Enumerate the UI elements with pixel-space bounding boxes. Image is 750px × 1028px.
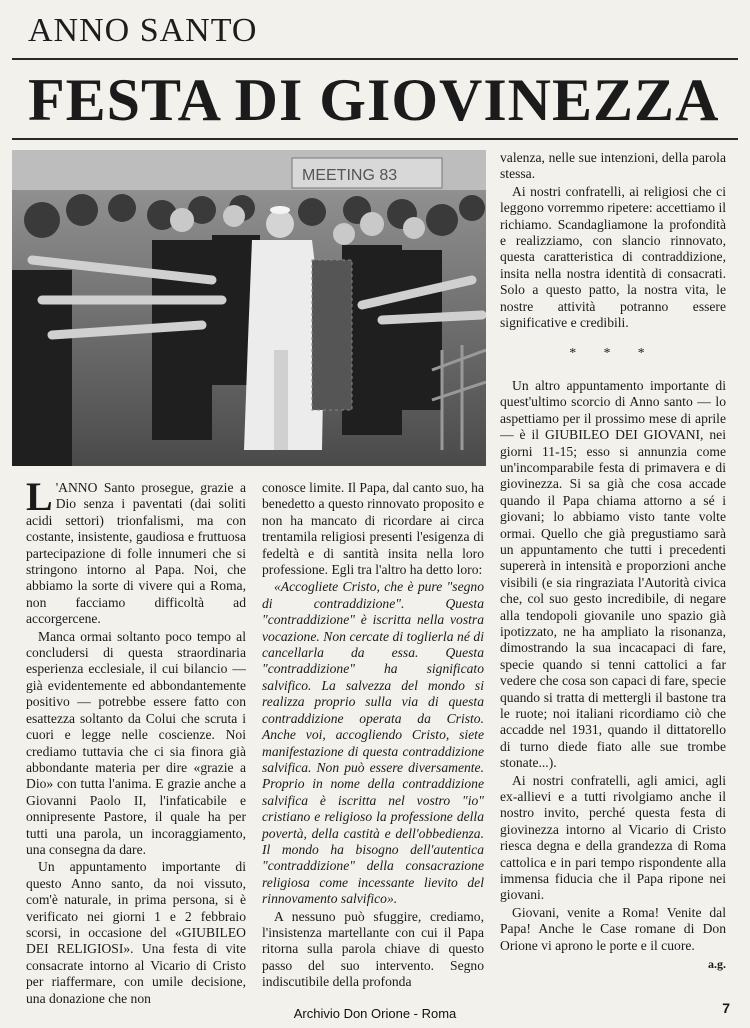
paragraph: Giovani, venite a Roma! Venite dal Papa! Anche le Case romane di Don Orione vi aprono le porte e il cuore. — [500, 904, 726, 953]
paragraph: Manca ormai soltanto poco tempo al concludersi di questa straordinaria esperienza ecclesiale, il cui bilancio — già evidentemente ed abbondantemente positivo — potrebbe essere fatto con esattezza soltanto da Colui che scruta i cuori e legge nelle coscienze. Noi crediamo tuttavia che ci sia finora già abbondante materia per dire «grazie a Dio» con tutta l'anima. E grazie anche a Giovanni Paolo II, l'infaticabile e onnipresente Pastore, il quale ha per tutti una parola, un incoraggiamento, una consegna da dare. — [26, 628, 246, 857]
paragraph: Ai nostri confratelli, ai religiosi che ci leggono vorremmo ripetere: accettiamo il richiamo. Scandagliamone la profondità e realizziamo, con slancio rinnovato, questa caratteristica di contraddizione, insita nella nostra identità di consacrati. Solo a questo patto, la nostra vita, le nostre attività potranno essere significative e credibili. — [500, 183, 726, 331]
article-column-2 — [262, 480, 484, 991]
archive-footer: Archivio Don Orione - Roma — [293, 1006, 457, 1021]
paragraph: Un appuntamento importante di questo Anno santo, da noi vissuto, com'è naturale, in prima persona, si è verificato nei giorni 1 e 2 febbraio scorsi, in occasione del «GIUBILEO DEI RELIGIOSI». Una festa di vite consacrate intorno al Vicario di Cristo per riaffermare, con umile decisione, una donazione che non — [26, 859, 246, 1006]
title-rule — [12, 138, 738, 140]
author-signature: a.g. — [708, 957, 726, 972]
paragraph: conosce limite. Il Papa, dal canto suo, ha benedetto a questo rinnovato proposito e non ha mancato di ricordare ai circa trentamila religiosi presenti l'esigenza di fedeltà e di santità insita nella loro professione. Egli tra l'altro ha detto loro: — [262, 480, 484, 578]
crowd-photo — [12, 150, 486, 466]
page-number: 7 — [722, 1000, 730, 1016]
article-column-3 — [500, 150, 726, 973]
article-column-1 — [26, 474, 246, 1007]
paragraph: Ai nostri confratelli, agli amici, agli ex-allievi e a tutti rivolgiamo anche il nostro invito, perché questa festa di giovinezza intorno al Vicario di Cristo riesca degna e della grandezza di Roma cattolica e in pari tempo rispondente alla immensa fiducia che il Papa ripone nei giovani. — [500, 772, 726, 903]
drop-cap: L — [26, 474, 53, 519]
quote-paragraph: «Accogliete Cristo, che è pure "segno di contraddizione". Questa "contraddizione" è iscritta nella vostra vocazione. Non cercate di toglierla né di cancellarla da essa. Questa "contraddizione" ha significato salvifico. La salvezza del mondo si realizza proprio sulla via di questa contraddizione operata da Cristo. Anche voi, accogliendo Cristo, siete manifestazione di questa contraddizione salvifica. Non può essere diversamente. Proprio in nome della contraddizione salvifica è iscritta nel vostro "io" cristiano e religioso la professione della povertà, della castità e dell'obbedienza. Il mondo ha bisogno dell'autentica "contraddizione" della consacrazione religiosa come incessante lievito del rinnovamento salvifico». — [262, 579, 484, 907]
paragraph: valenza, nelle sue intenzioni, della parola stessa. — [500, 150, 726, 182]
top-rule — [12, 58, 738, 60]
kicker-title: ANNO SANTO — [28, 12, 258, 49]
section-separator: * * * — [569, 345, 657, 361]
paragraph: A nessuno può sfuggire, crediamo, l'insistenza martellante con cui il Papa ritorna sulla parola chiave di questo passo del suo intervento. Segno indiscutibile della profonda — [262, 908, 484, 990]
paragraph: Un altro appuntamento importante di quest'ultimo scorcio di Anno santo — lo aspettiamo per il prossimo mese di aprile — è il GIUBILEO DEI GIOVANI, nei giorni 11-15; esso si annunzia come un'incomparabile festa di primavera e di giovinezza. Si sa già che cosa accade quando il Papa chiama attorno a sé i giovani; lo abbiamo visto tante volte ormai. Quello che già pregustiamo sarà un appuntamento che tutti i precedenti supererà in intensità e proporzioni anche visibili (e sia ringraziata l'Autorità civica che, col suo gesto incredibile, di negare alla tendopoli giovanile uno spazio già ipotizzato, ne ha ampliato la risonanza, dimostrando la sua incacapaci di fare, specie quando si tenni cattolici a far vedere che cosa son capaci di fare, specie quando si tratta di mettergli il bastone tra le ruote; noi italiani ricordiamo ciò che accadde nel 1931, quando il dittatorello di turno diede fiato alle sue trombe stonate...). — [500, 377, 726, 771]
page-title: FESTA DI GIOVINEZZA — [28, 67, 720, 133]
paragraph: L 'ANNO Santo prosegue, grazie a Dio senza i paventati (dai soliti acidi settori) trionfalismi, ma con costante, insistente, gaudiosa e fruttuosa partecipazione di folle innumeri che si stringono intorno al Papa. Noi, che abbiamo la sorte di vivere qui a Roma, non facciamo difficoltà ad accorgercene. — [26, 474, 246, 627]
banner-text: MEETING 83 — [302, 167, 398, 184]
